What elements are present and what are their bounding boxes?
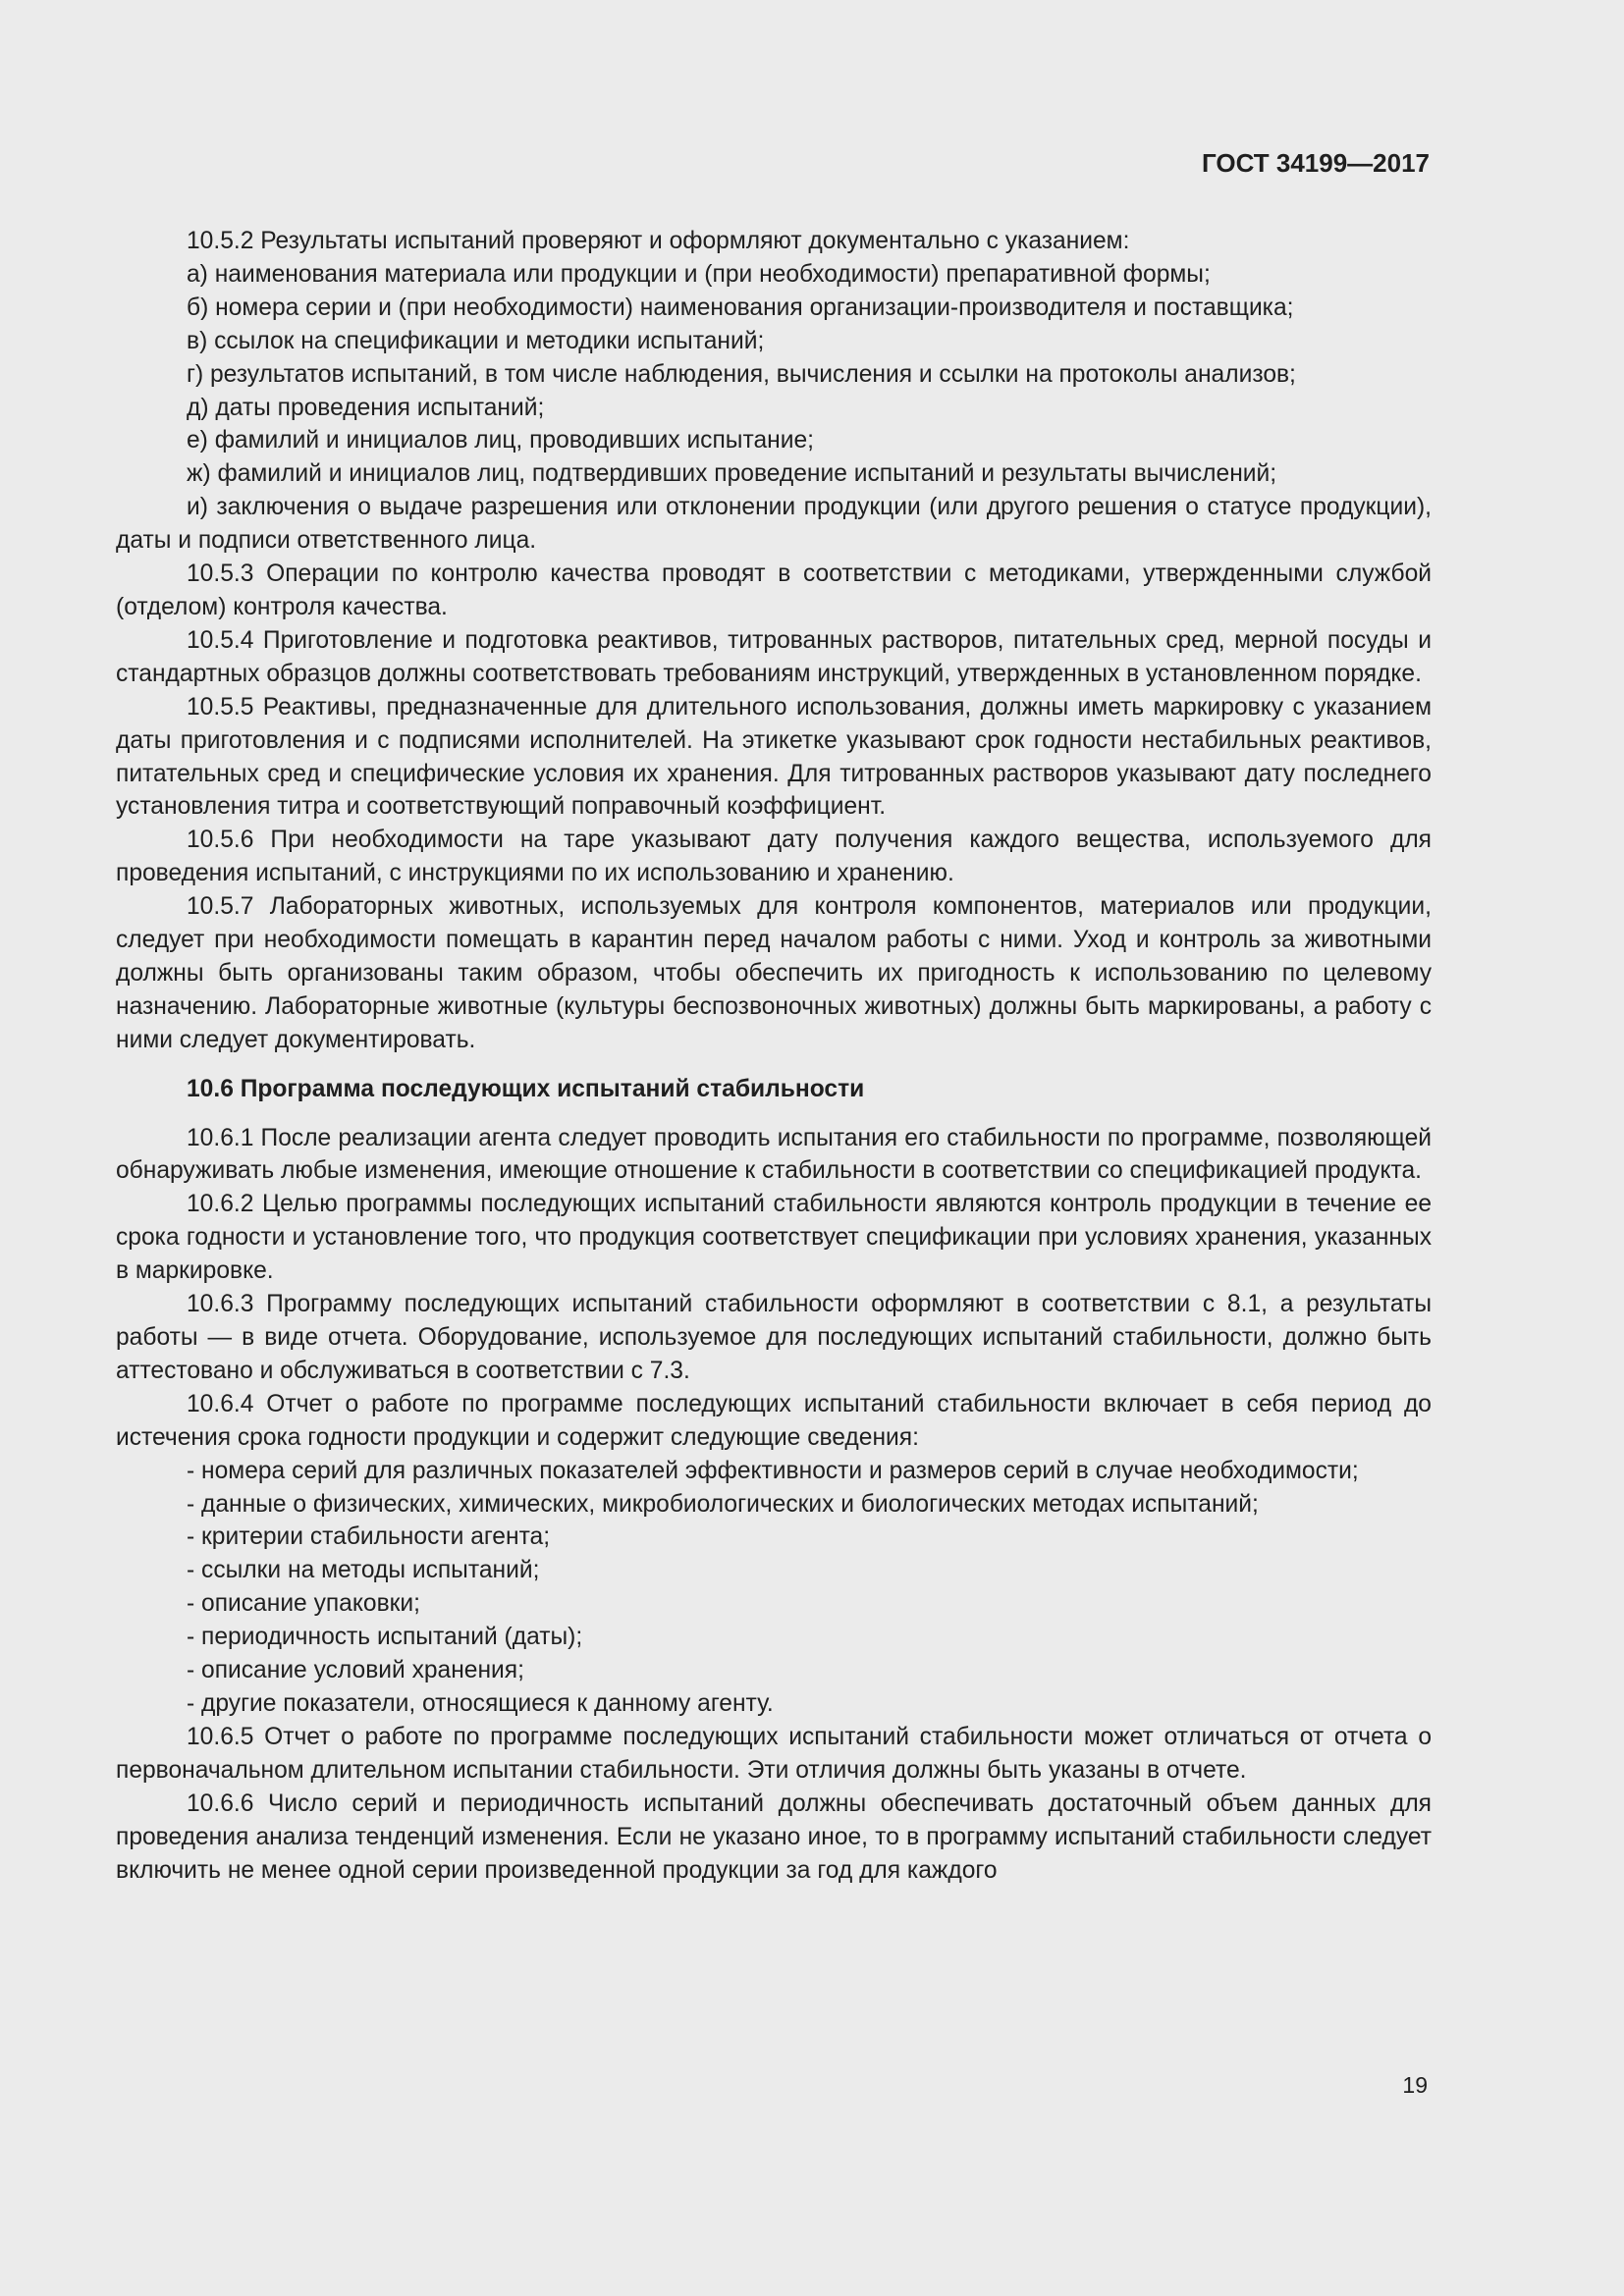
document-body (116, 225, 1432, 1887)
paragraph-10-6-3: 10.6.3 Программу последующих испытаний стабильности оформляют в соответствии с 8.1, а результаты работы — в виде отчета. Оборудование, используемое для последующих испытаний стабильности, должно быть аттестовано и обслуживаться в соответствии с 7.3. (116, 1291, 1432, 1384)
list-item-zh: ж) фамилий и инициалов лиц, подтвердивших проведение испытаний и результаты вычислений; (187, 460, 1277, 488)
list-item-g: г) результатов испытаний, в том числе наблюдения, вычисления и ссылки на протоколы анализов; (187, 360, 1296, 388)
dash-list-item: - описание упаковки; (116, 1587, 1432, 1621)
paragraph-10-6-2: 10.6.2 Целью программы последующих испытаний стабильности являются контроль продукции в течение ее срока годности и установление того, что продукция соответствует спецификации при условиях хранения, указанных в маркировке. (116, 1191, 1432, 1285)
paragraph-10-6-5: 10.6.5 Отчет о работе по программе последующих испытаний стабильности может отличаться от отчета о первоначальном длительном испытании стабильности. Эти отличия должны быть указаны в отчете. (116, 1723, 1432, 1784)
dash-list-item: - периодичность испытаний (даты); (116, 1621, 1432, 1654)
paragraph-10-5-4: 10.5.4 Приготовление и подготовка реактивов, титрованных растворов, питательных сред, мерной посуды и стандартных образцов должны соответствовать требованиям инструкций, утвержденных в установленном порядке. (116, 626, 1432, 687)
paragraph-10-5-5: 10.5.5 Реактивы, предназначенные для длительного использования, должны иметь маркировку с указанием даты приготовления и с подписями исполнителей. На этикетке указывают срок годности нестабильных реактивов, питательных сред и специфические условия их хранения. Для титрованных растворов указывают дату последнего установления титра и соответствующий поправочный коэффициент. (116, 693, 1432, 821)
list-item-v: в) ссылок на спецификации и методики испытаний; (187, 327, 765, 354)
dash-list-item: - критерии стабильности агента; (116, 1521, 1432, 1554)
paragraph-10-6-6: 10.6.6 Число серий и периодичность испытаний должны обеспечивать достаточный объем данных для проведения анализа тенденций изменения. Если не указано иное, то в программу испытаний стабильности следует включить не менее одной серии произведенной продукции за год для каждого (116, 1789, 1432, 1884)
document-header: ГОСТ 34199—2017 (1202, 148, 1430, 178)
dash-list-item: - описание условий хранения; (116, 1654, 1432, 1687)
dash-list-item: - номера серий для различных показателей эффективности и размеров серий в случае необходимости; (116, 1455, 1432, 1488)
list-item-i: и) заключения о выдаче разрешения или отклонении продукции (или другого решения о статусе продукции), даты и подписи ответственного лица. (116, 494, 1432, 555)
dash-list-item: - данные о физических, химических, микробиологических и биологических методах испытаний; (116, 1488, 1432, 1522)
list-item-d: д) даты проведения испытаний; (187, 394, 545, 421)
list-item-e: е) фамилий и инициалов лиц, проводивших испытание; (187, 427, 814, 454)
paragraph-10-5-6: 10.5.6 При необходимости на таре указывают дату получения каждого вещества, используемого для проведения испытаний, с инструкциями по их использованию и хранению. (116, 827, 1432, 887)
dash-list-item: - другие показатели, относящиеся к данному агенту. (116, 1687, 1432, 1721)
list-item-b: б) номера серии и (при необходимости) наименования организации-производителя и поставщика; (187, 294, 1294, 321)
paragraph-10-5-2: 10.5.2 Результаты испытаний проверяют и оформляют документально с указанием: (187, 228, 1130, 254)
page-number: 19 (1402, 2072, 1428, 2098)
section-heading-10-6: 10.6 Программа последующих испытаний стабильности (187, 1075, 865, 1102)
list-item-a: а) наименования материала или продукции и (при необходимости) препаративной формы; (187, 260, 1211, 288)
dash-list-item: - ссылки на методы испытаний; (116, 1554, 1432, 1587)
paragraph-10-6-4: 10.6.4 Отчет о работе по программе последующих испытаний стабильности включает в себя период до истечения срока годности продукции и содержит следующие сведения: (116, 1390, 1432, 1451)
paragraph-10-6-1: 10.6.1 После реализации агента следует проводить испытания его стабильности по программе, позволяющей обнаруживать любые изменения, имеющие отношение к стабильности в соответствии со спецификацией продукта. (116, 1124, 1432, 1185)
paragraph-10-5-3: 10.5.3 Операции по контролю качества проводят в соответствии с методиками, утвержденными службой (отделом) контроля качества. (116, 561, 1432, 620)
paragraph-10-5-7: 10.5.7 Лабораторных животных, используемых для контроля компонентов, материалов или продукции, следует при необходимости помещать в карантин перед началом работы с ними. Уход и контроль за животными должны быть организованы таким образом, чтобы обеспечить их пригодность к использованию по целевому назначению. Лабораторные животные (культуры беспозвоночных животных) должны быть маркированы, а работу с ними следует документировать. (116, 893, 1432, 1053)
